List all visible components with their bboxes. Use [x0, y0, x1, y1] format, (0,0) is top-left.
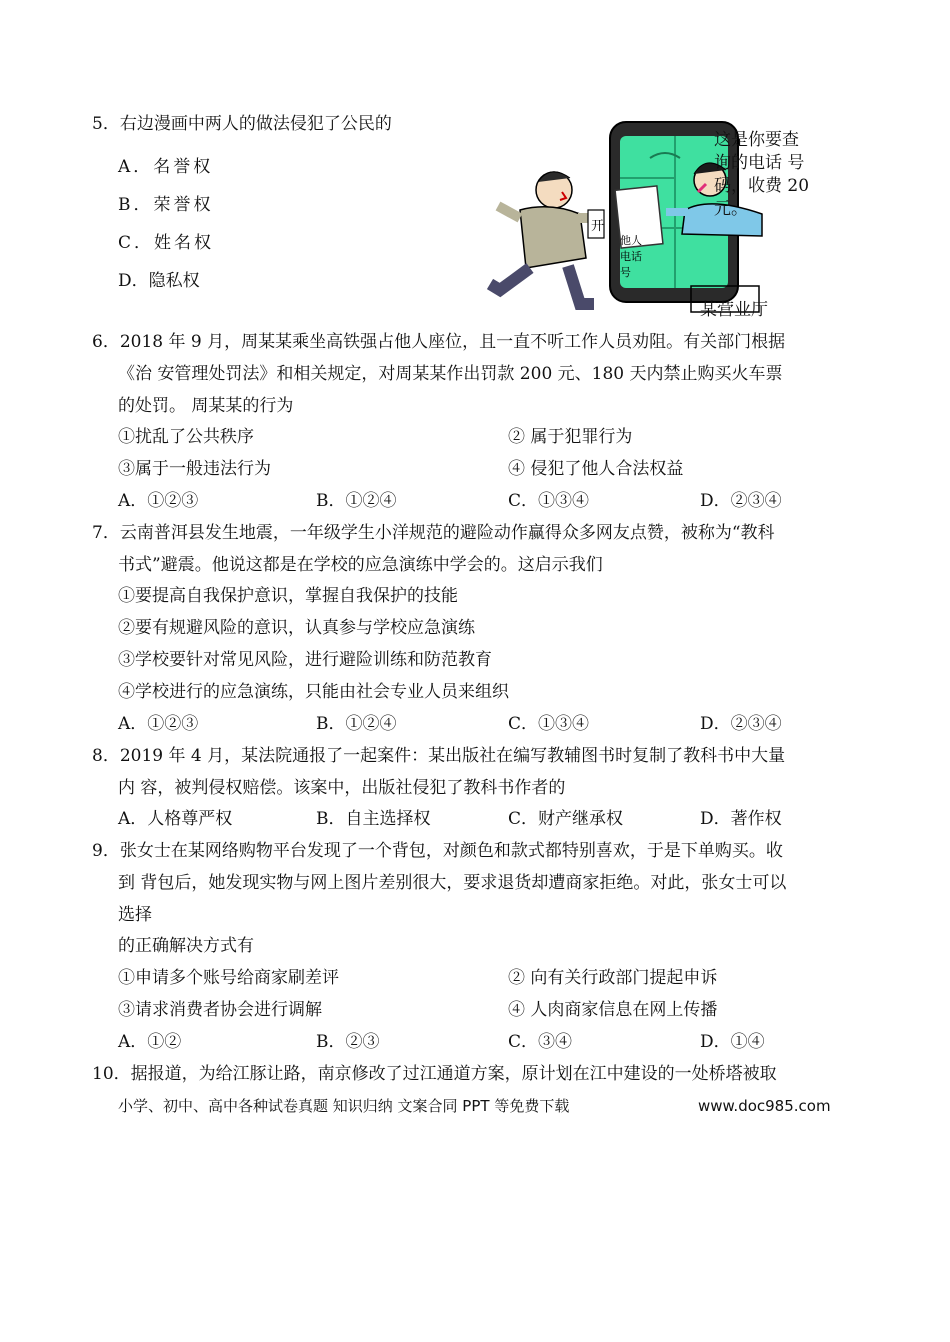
q7-statement-4: ④学校进行的应急演练，只能由社会专业人员来组织: [118, 682, 509, 702]
q8-option-d: D．著作权: [700, 809, 782, 829]
q6-statement-4: ④ 侵犯了他人合法权益: [508, 459, 684, 479]
q8-line-2: 内 容，被判侵权赔偿。该案中，出版社侵犯了教科书作者的: [118, 778, 566, 798]
footer-url[interactable]: www.doc985.com: [698, 1097, 831, 1115]
bubble-line-1: 这是你要查: [714, 130, 799, 150]
bubble-line-2: 询的电话 号: [714, 153, 805, 173]
q9-line-3: 选择: [118, 905, 152, 925]
q7-option-b: B．①②④: [316, 714, 397, 734]
q7-line-1: 7．云南普洱县发生地震，一年级学生小洋规范的避险动作赢得众多网友点赞，被称为“教科: [92, 523, 775, 543]
q7-option-c: C．①③④: [508, 714, 590, 734]
q8-option-b: B．自主选择权: [316, 809, 431, 829]
q9-option-c: C．③④: [508, 1032, 573, 1052]
q5-option-c: C．姓名权: [118, 233, 215, 253]
q8-option-c: C．财产继承权: [508, 809, 624, 829]
q9-line-2: 到 背包后，她发现实物与网上图片差别很大，要求退货却遭商家拒绝。对此，张女士可以: [118, 873, 787, 893]
q8-option-a: A．人格尊严权: [118, 809, 233, 829]
q9-line-1: 9．张女士在某网络购物平台发现了一个背包，对颜色和款式都特别喜欢，于是下单购买。收: [92, 841, 783, 861]
q6-line-1: 6．2018 年 9 月，周某某乘坐高铁强占他人座位，且一直不听工作人员劝阻。有关部门根据: [92, 332, 786, 352]
q9-statement-3: ③请求消费者协会进行调解: [118, 1000, 322, 1020]
paper-mark: 开: [591, 219, 605, 234]
q9-statement-4: ④ 人肉商家信息在网上传播: [508, 1000, 718, 1020]
q6-statement-1: ①扰乱了公共秩序: [118, 427, 254, 447]
phone-text-1: 他人: [620, 234, 642, 247]
q9-line-4: 的正确解决方式有: [118, 936, 254, 956]
q6-option-d: D．②③④: [700, 491, 782, 511]
footer-text: 小学、初中、高中各种试卷真题 知识归纳 文案合同 PPT 等免费下载: [118, 1097, 570, 1115]
q9-statement-2: ② 向有关行政部门提起申诉: [508, 968, 718, 988]
phone-text-3: 号: [620, 266, 631, 279]
q7-line-2: 书式”避震。他说这都是在学校的应急演练中学会的。这启示我们: [118, 555, 603, 575]
q5-option-a: A．名誉权: [118, 157, 214, 177]
q7-option-a: A．①②③: [118, 714, 199, 734]
sign-label: 某营业厅: [700, 300, 768, 320]
q6-line-2: 《治 安管理处罚法》和相关规定，对周某某作出罚款 200 元、180 天内禁止购买火车票: [118, 364, 783, 384]
q5-option-d: D．隐私权: [118, 271, 200, 291]
q6-line-3: 的处罚。 周某某的行为: [118, 396, 294, 416]
q5-option-b: B．荣誉权: [118, 195, 214, 215]
q7-statement-2: ②要有规避风险的意识，认真参与学校应急演练: [118, 618, 475, 638]
q9-option-a: A．①②: [118, 1032, 182, 1052]
q7-statement-1: ①要提高自我保护意识，掌握自我保护的技能: [118, 586, 458, 606]
q9-option-b: B．②③: [316, 1032, 380, 1052]
q6-option-c: C．①③④: [508, 491, 590, 511]
bubble-line-4: 元。: [714, 199, 748, 219]
phone-text-2: 电话: [620, 250, 642, 263]
bubble-line-3: 码，收费 20: [714, 176, 810, 196]
q10-line-1: 10．据报道，为给江豚让路，南京修改了过江通道方案，原计划在江中建设的一处桥塔被取: [92, 1064, 777, 1084]
q6-statement-3: ③属于一般违法行为: [118, 459, 271, 479]
q9-statement-1: ①申请多个账号给商家刷差评: [118, 968, 339, 988]
q6-option-b: B．①②④: [316, 491, 397, 511]
q9-option-d: D．①④: [700, 1032, 765, 1052]
q7-statement-3: ③学校要针对常见风险，进行避险训练和防范教育: [118, 650, 492, 670]
q5-stem: 5．右边漫画中两人的做法侵犯了公民的: [92, 114, 392, 134]
q6-statement-2: ② 属于犯罪行为: [508, 427, 633, 447]
q6-option-a: A．①②③: [118, 491, 199, 511]
q8-line-1: 8．2019 年 4 月，某法院通报了一起案件：某出版社在编写教辅图书时复制了教科书中大量: [92, 746, 786, 766]
q7-option-d: D．②③④: [700, 714, 782, 734]
